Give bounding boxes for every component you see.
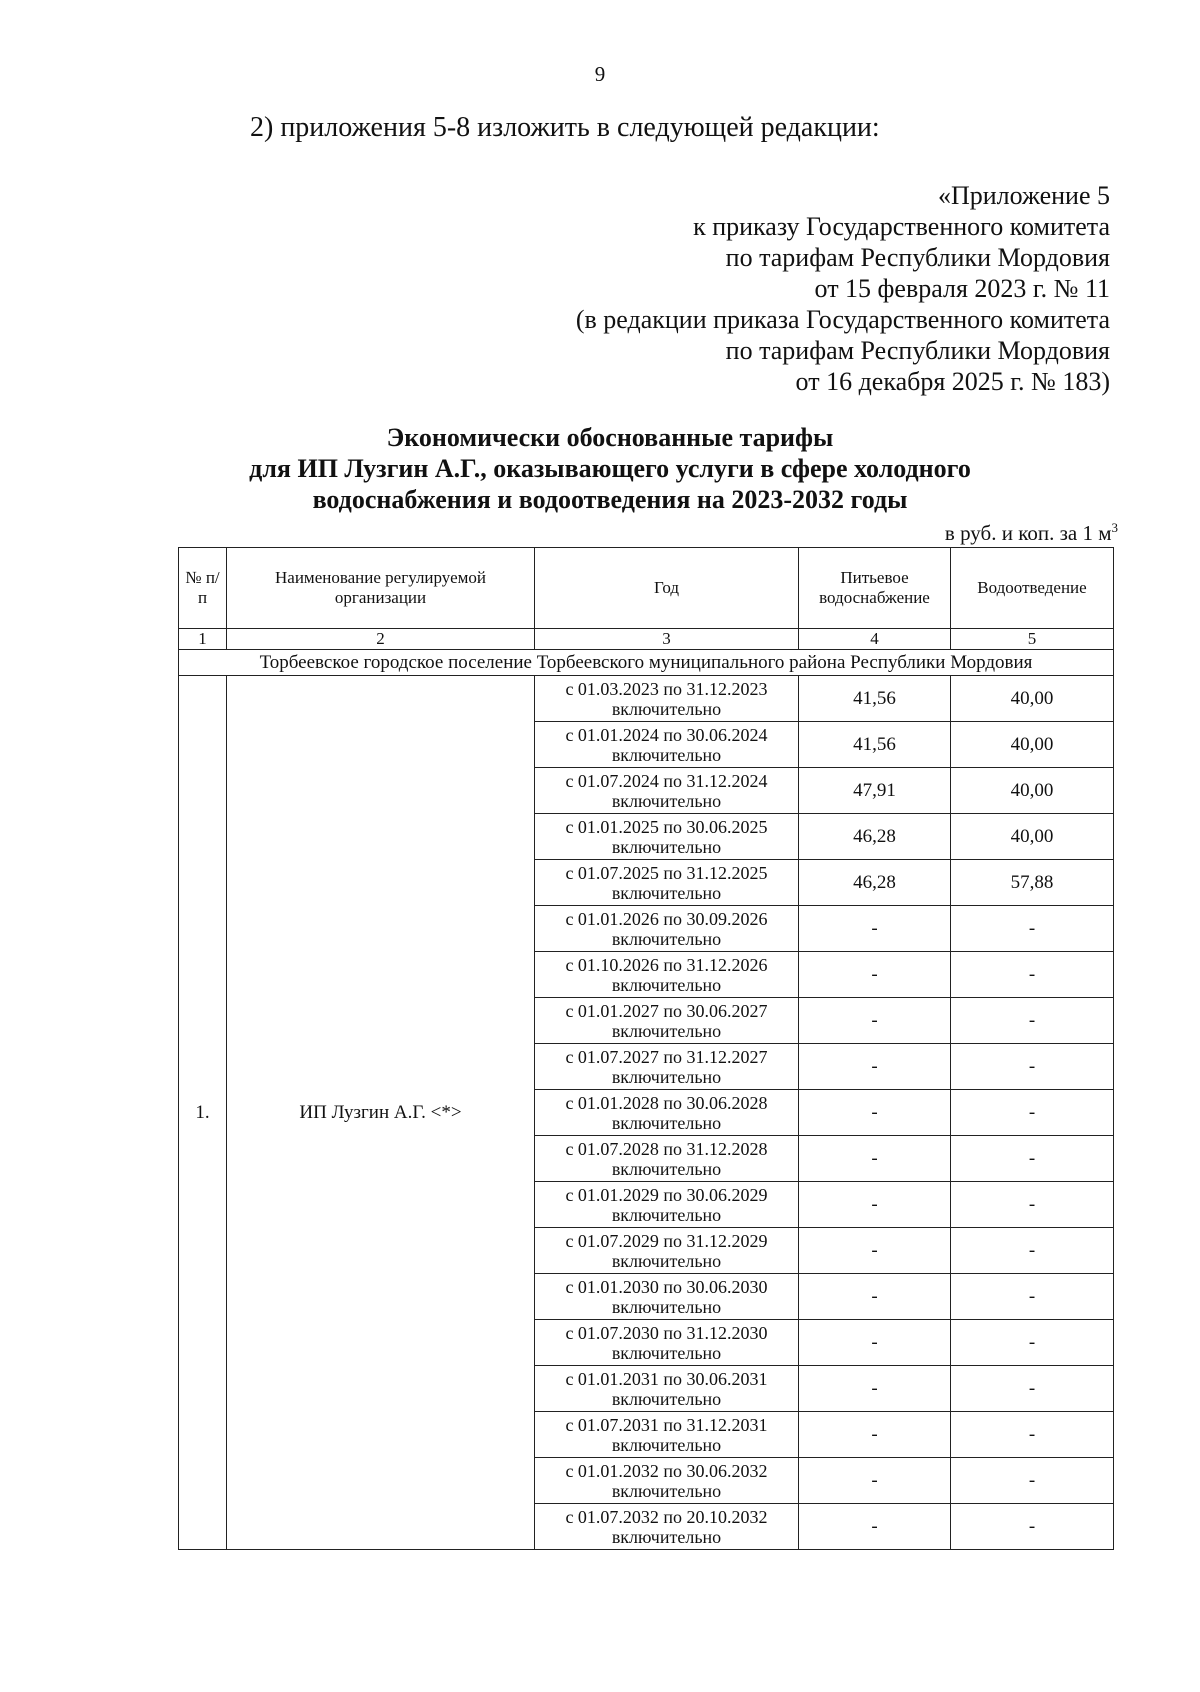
column-number: 4 [799,629,951,650]
appendix-line: (в редакции приказа Государственного комитета [575,305,1110,334]
sewage-tariff: - [951,1044,1114,1090]
drinking-water-tariff: - [799,998,951,1044]
table-row [179,676,1114,722]
period-cell: с 01.01.2024 по 30.06.2024 включительно [535,722,799,768]
period-cell: с 01.01.2028 по 30.06.2028 включительно [535,1090,799,1136]
table-header-row [179,548,1114,629]
sewage-tariff: - [951,1182,1114,1228]
appendix-line: «Приложение 5 [937,181,1110,210]
sewage-tariff: 57,88 [951,860,1114,906]
column-numbers-row [179,629,1114,650]
sewage-tariff: 40,00 [951,676,1114,722]
period-cell: с 01.07.2027 по 31.12.2027 включительно [535,1044,799,1090]
drinking-water-tariff: - [799,1090,951,1136]
period-cell: с 01.03.2023 по 31.12.2023 включительно [535,676,799,722]
drinking-water-tariff: - [799,1044,951,1090]
drinking-water-tariff: - [799,1366,951,1412]
sewage-tariff: - [951,1458,1114,1504]
header-number: № п/п [179,548,227,629]
sewage-tariff: - [951,998,1114,1044]
appendix-line: по тарифам Республики Мордовия [725,243,1110,272]
column-number: 1 [179,629,227,650]
period-cell: с 01.01.2031 по 30.06.2031 включительно [535,1366,799,1412]
period-cell: с 01.01.2029 по 30.06.2029 включительно [535,1182,799,1228]
region-name: Торбеевское городское поселение Торбеевского муниципального района Республики Мордовия [179,650,1114,676]
sewage-tariff: - [951,1228,1114,1274]
sewage-tariff: - [951,952,1114,998]
title-line: Экономически обоснованные тарифы [386,423,834,452]
title-line: для ИП Лузгин А.Г., оказывающего услуги в сфере холодного [249,454,971,483]
drinking-water-tariff: 47,91 [799,768,951,814]
units-note [945,520,1118,546]
sewage-tariff: 40,00 [951,814,1114,860]
title-line: водоснабжения и водоотведения на 2023-2032 годы [312,485,908,514]
drinking-water-tariff: - [799,1458,951,1504]
period-cell: с 01.07.2030 по 31.12.2030 включительно [535,1320,799,1366]
appendix-line: к приказу Государственного комитета [693,212,1110,241]
sewage-tariff: - [951,1090,1114,1136]
intro-text: 2) приложения 5-8 изложить в следующей редакции: [250,112,880,143]
drinking-water-tariff: - [799,1228,951,1274]
drinking-water-tariff: - [799,1274,951,1320]
period-cell: с 01.07.2032 по 20.10.2032 включительно [535,1504,799,1550]
drinking-water-tariff: - [799,906,951,952]
sewage-tariff: - [951,1274,1114,1320]
appendix-line: по тарифам Республики Мордовия [725,336,1110,365]
period-cell: с 01.01.2026 по 30.09.2026 включительно [535,906,799,952]
sewage-tariff: - [951,1320,1114,1366]
drinking-water-tariff: - [799,1136,951,1182]
document-title [180,422,1040,515]
header-year: Год [535,548,799,629]
sewage-tariff: - [951,906,1114,952]
drinking-water-tariff: 41,56 [799,722,951,768]
header-organization: Наименование регулируемой организации [227,548,535,629]
drinking-water-tariff: 46,28 [799,814,951,860]
period-cell: с 01.07.2024 по 31.12.2024 включительно [535,768,799,814]
sewage-tariff: - [951,1412,1114,1458]
period-cell: с 01.07.2028 по 31.12.2028 включительно [535,1136,799,1182]
drinking-water-tariff: 41,56 [799,676,951,722]
drinking-water-tariff: - [799,1182,951,1228]
drinking-water-tariff: - [799,1320,951,1366]
period-cell: с 01.07.2025 по 31.12.2025 включительно [535,860,799,906]
header-drinking-water: Питьевое водоснабжение [799,548,951,629]
appendix-block [576,180,1110,397]
drinking-water-tariff: - [799,952,951,998]
row-number: 1. [179,676,227,1550]
header-sewage: Водоотведение [951,548,1114,629]
period-cell: с 01.01.2027 по 30.06.2027 включительно [535,998,799,1044]
period-cell: с 01.01.2032 по 30.06.2032 включительно [535,1458,799,1504]
period-cell: с 01.07.2031 по 31.12.2031 включительно [535,1412,799,1458]
column-number: 3 [535,629,799,650]
drinking-water-tariff: - [799,1412,951,1458]
period-cell: с 01.01.2030 по 30.06.2030 включительно [535,1274,799,1320]
period-cell: с 01.07.2029 по 31.12.2029 включительно [535,1228,799,1274]
appendix-line: от 16 декабря 2025 г. № 183) [795,367,1110,396]
appendix-line: от 15 февраля 2023 г. № 11 [814,274,1110,303]
sewage-tariff: 40,00 [951,768,1114,814]
sewage-tariff: 40,00 [951,722,1114,768]
page-number: 9 [594,62,606,86]
sewage-tariff: - [951,1366,1114,1412]
period-cell: с 01.01.2025 по 30.06.2025 включительно [535,814,799,860]
drinking-water-tariff: - [799,1504,951,1550]
units-text: в руб. и коп. за 1 м [944,521,1112,545]
units-superscript: 3 [1111,520,1118,535]
column-number: 5 [951,629,1114,650]
sewage-tariff: - [951,1504,1114,1550]
organization-name: ИП Лузгин А.Г. <*> [227,676,535,1550]
region-row [179,650,1114,676]
period-cell: с 01.10.2026 по 31.12.2026 включительно [535,952,799,998]
column-number: 2 [227,629,535,650]
drinking-water-tariff: 46,28 [799,860,951,906]
sewage-tariff: - [951,1136,1114,1182]
tariffs-table [178,547,1114,1550]
